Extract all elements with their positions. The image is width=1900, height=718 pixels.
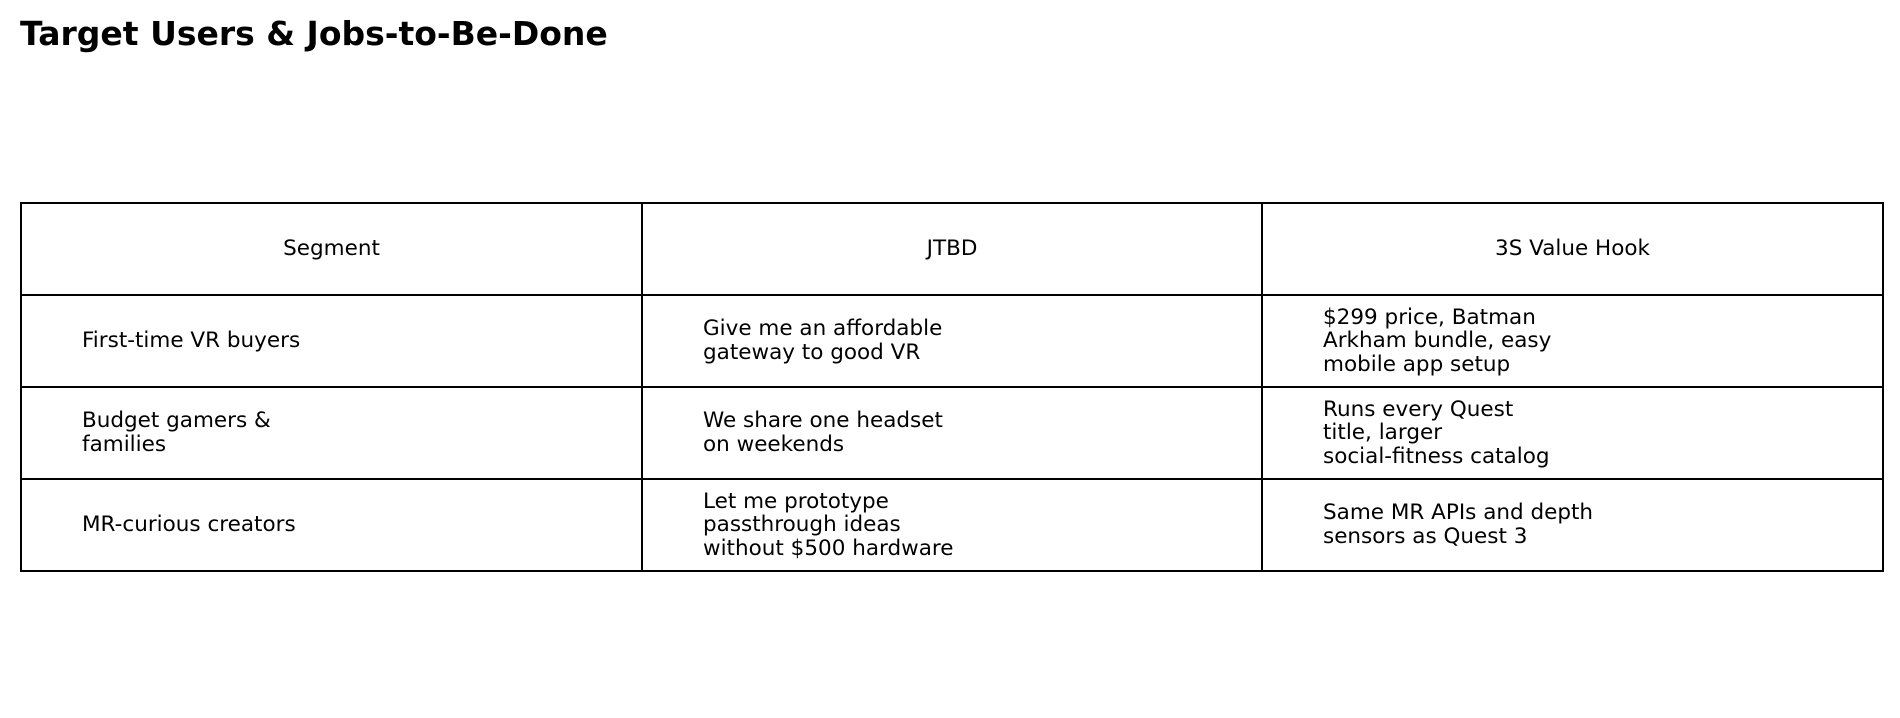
- cell-text: Give me an affordable gateway to good VR: [703, 316, 943, 365]
- value-hook-cell: [1262, 295, 1883, 387]
- segments-table: [20, 202, 1882, 572]
- column-header-value-hook: 3S Value Hook: [1262, 203, 1883, 295]
- cell-text: First-time VR buyers: [82, 328, 301, 354]
- table-row: [21, 479, 1883, 571]
- cell-text: Budget gamers & families: [82, 408, 271, 457]
- cell-text: Same MR APIs and depth sensors as Quest 3: [1323, 500, 1594, 549]
- cell-text: Let me prototype passthrough ideas without $500 hardware: [703, 488, 954, 561]
- jtbd-cell: [642, 295, 1262, 387]
- segment-cell: [21, 479, 642, 571]
- jtbd-cell: [642, 387, 1262, 479]
- cell-text: MR-curious creators: [82, 512, 296, 538]
- cell-text: $299 price, Batman Arkham bundle, easy mobile app setup: [1323, 304, 1552, 377]
- column-header-segment: Segment: [21, 203, 642, 295]
- value-hook-cell: [1262, 479, 1883, 571]
- cell-text: Runs every Quest title, larger social-fitness catalog: [1323, 396, 1550, 469]
- header-row: [21, 203, 1883, 295]
- column-header-jtbd: JTBD: [642, 203, 1262, 295]
- table-row: [21, 387, 1883, 479]
- cell-text: We share one headset on weekends: [703, 408, 943, 457]
- page-title: Target Users & Jobs-to-Be-Done: [20, 14, 608, 53]
- value-hook-cell: [1262, 387, 1883, 479]
- table-row: [21, 295, 1883, 387]
- segment-cell: [21, 295, 642, 387]
- segment-cell: [21, 387, 642, 479]
- segments-grid: [20, 202, 1884, 572]
- jtbd-cell: [642, 479, 1262, 571]
